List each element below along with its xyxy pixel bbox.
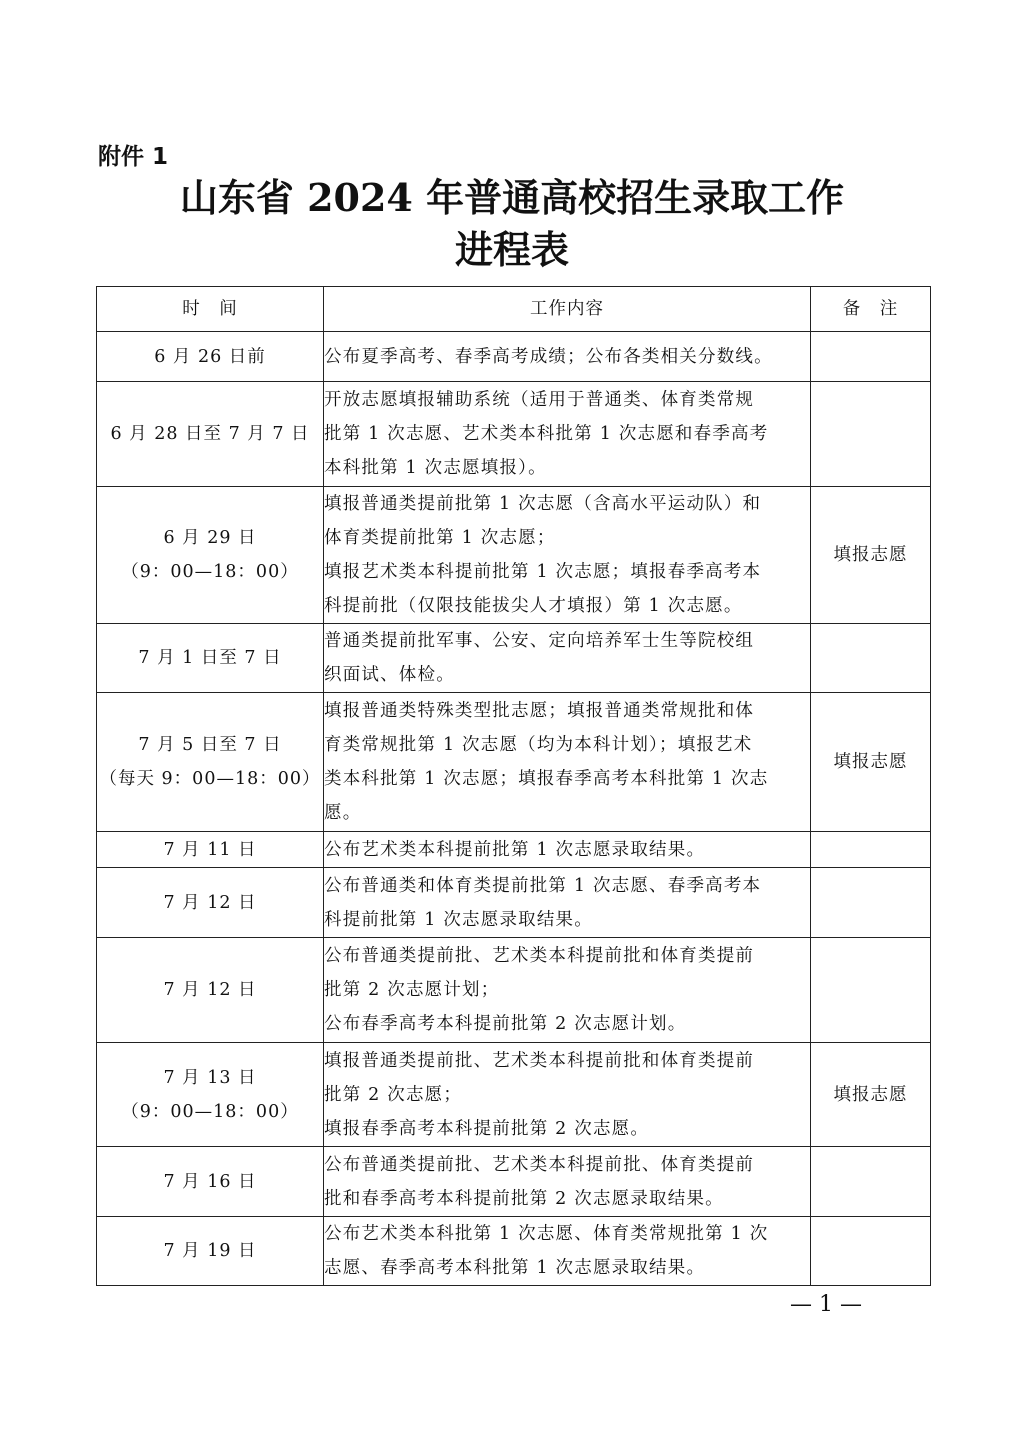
content-line: 公布艺术类本科批第 1 次志愿、体育类常规批第 1 次 [324,1224,769,1244]
content-line: 填报普通类特殊类型批志愿；填报普通类常规批和体 [324,701,755,721]
row-content [324,1147,811,1217]
content-line: 科提前批（仅限技能拔尖人才填报）第 1 次志愿。 [324,596,743,616]
header-time: 时 间 [97,287,324,332]
content-line: 织面试、体检。 [324,665,455,685]
content-line: 公布普通类和体育类提前批第 1 次志愿、春季高考本 [324,875,762,896]
row-note [811,938,931,1043]
content-line: 批第 2 次志愿计划； [324,980,500,1000]
table-row [97,1043,931,1147]
row-time: 7 月 12 日 [97,868,324,938]
table-row [97,938,931,1043]
row-note: 填报志愿 [811,693,931,832]
row-time: 6 月 28 日至 7 月 7 日 [97,382,324,487]
table-row [97,1147,931,1217]
content-line: 开放志愿填报辅助系统（适用于普通类、体育类常规 [324,390,755,410]
content-line: 填报普通类提前批第 1 次志愿（含高水平运动队）和 [324,494,762,514]
row-note [811,624,931,693]
row-content [324,693,811,832]
row-note [811,832,931,868]
content-line: 填报艺术类本科提前批第 1 次志愿；填报春季高考本 [324,562,762,582]
row-time: 7 月 13 日 （9：00—18：00） [97,1043,324,1147]
row-note: 填报志愿 [811,1043,931,1147]
table-header-row [97,287,931,332]
attachment-label: 附件 1 [98,144,169,170]
content-line: 批第 1 次志愿、艺术类本科批第 1 次志愿和春季高考 [324,424,769,444]
row-content [324,487,811,624]
row-content [324,868,811,938]
table-body [97,332,931,1286]
row-time: 7 月 1 日至 7 日 [97,624,324,693]
row-note: 填报志愿 [811,487,931,624]
content-line: 填报普通类提前批、艺术类本科提前批和体育类提前 [324,1050,755,1071]
table-row [97,487,931,624]
table-row [97,382,931,487]
content-line: 育类常规批第 1 次志愿（均为本科计划）；填报艺术 [324,735,753,755]
table-row [97,868,931,938]
table-row [97,332,931,382]
content-line: 公布夏季高考、春季高考成绩；公布各类相关分数线。 [324,346,773,367]
row-note [811,382,931,487]
content-line: 本科批第 1 次志愿填报）。 [324,458,547,478]
content-line: 公布普通类提前批、艺术类本科提前批和体育类提前 [324,946,755,966]
row-content [324,1043,811,1147]
row-content [324,938,811,1043]
page-number: — 1 — [790,1292,862,1317]
table-row [97,1217,931,1286]
row-time: 7 月 19 日 [97,1217,324,1286]
row-time: 7 月 16 日 [97,1147,324,1217]
row-time: 6 月 26 日前 [97,332,324,382]
content-line: 体育类提前批第 1 次志愿； [324,528,556,548]
content-line: 愿。 [324,803,362,823]
row-content [324,832,811,868]
row-content [324,332,811,382]
header-content: 工作内容 [324,287,811,332]
page-title-line2: 进程表 [454,227,569,272]
row-note [811,1217,931,1286]
header-note: 备 注 [811,287,931,332]
table-row [97,624,931,693]
content-line: 科提前批第 1 次志愿录取结果。 [324,909,593,930]
row-content [324,624,811,693]
content-line: 填报春季高考本科提前批第 2 次志愿。 [324,1118,650,1139]
row-note [811,1147,931,1217]
table-row [97,693,931,832]
content-line: 类本科批第 1 次志愿；填报春季高考本科批第 1 次志 [324,769,769,789]
row-content [324,1217,811,1286]
content-line: 普通类提前批军事、公安、定向培养军士生等院校组 [324,631,755,651]
table-row [97,832,931,868]
content-line: 志愿、春季高考本科批第 1 次志愿录取结果。 [324,1258,706,1278]
row-content [324,382,811,487]
content-line: 公布艺术类本科提前批第 1 次志愿录取结果。 [324,839,706,860]
content-line: 批和春季高考本科提前批第 2 次志愿录取结果。 [324,1188,724,1209]
content-line: 批第 2 次志愿； [324,1084,463,1105]
row-time: 6 月 29 日 （9：00—18：00） [97,487,324,624]
row-time: 7 月 5 日至 7 日 （每天 9：00—18：00） [97,693,324,832]
row-time: 7 月 12 日 [97,938,324,1043]
row-time: 7 月 11 日 [97,832,324,868]
content-line: 公布春季高考本科提前批第 2 次志愿计划。 [324,1014,687,1034]
schedule-table [96,286,931,1286]
row-note [811,868,931,938]
row-note [811,332,931,382]
content-line: 公布普通类提前批、艺术类本科提前批、体育类提前 [324,1154,755,1175]
page-title-line1: 山东省 2024 年普通高校招生录取工作 [179,175,845,220]
